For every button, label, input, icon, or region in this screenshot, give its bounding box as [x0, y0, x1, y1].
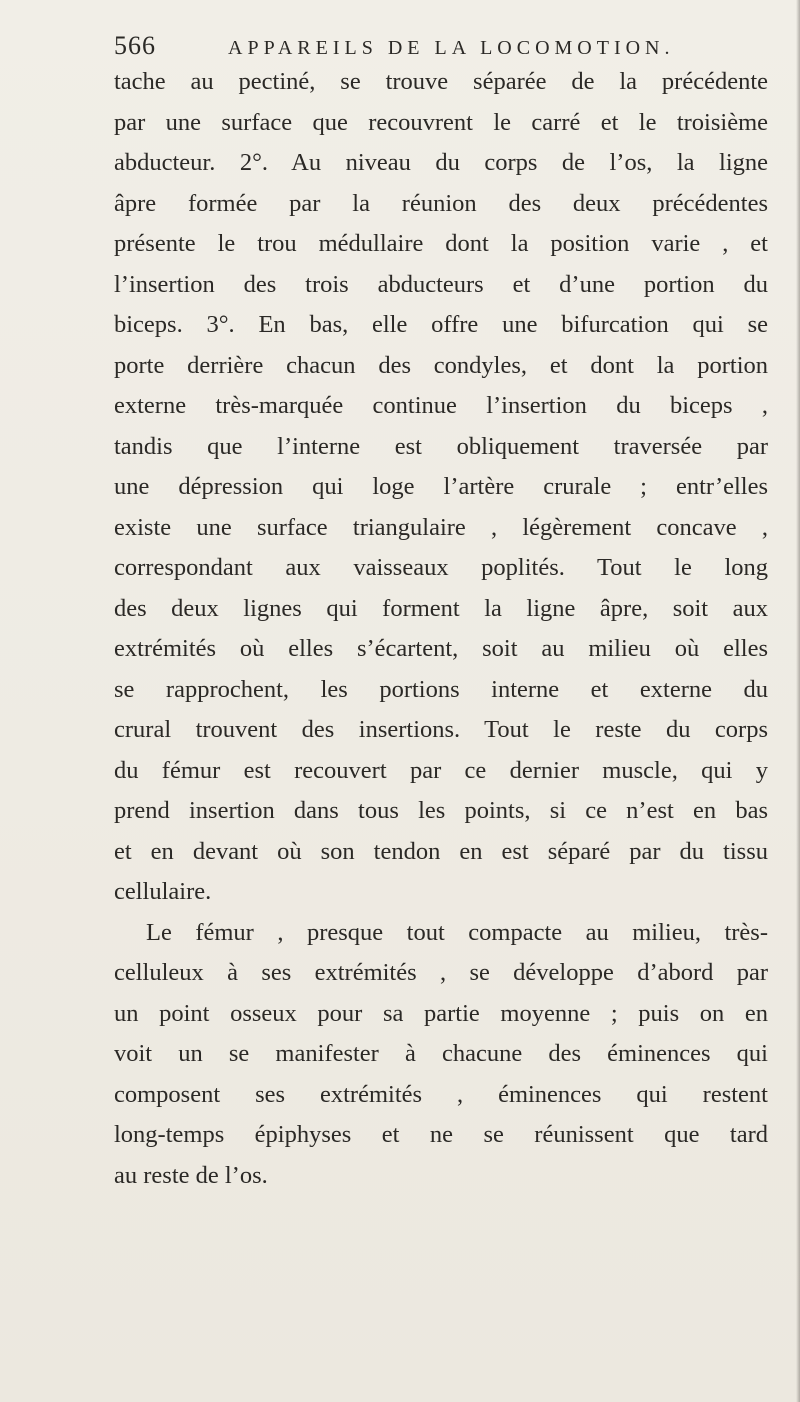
- text-line: cellulaire.: [114, 878, 212, 905]
- text-line: celluleux à ses extrémités , se développe d’abord par: [114, 959, 768, 986]
- paragraph-start-line: Le fémur , presque tout compacte au milieu, très-: [146, 918, 768, 946]
- text-line: et en devant où son tendon en est séparé par du tissu: [114, 837, 768, 865]
- text-line: se rapprochent, les portions interne et externe du: [114, 675, 768, 703]
- body-text: [114, 62, 768, 1196]
- running-head: [114, 26, 774, 66]
- text-line: une dépression qui loge l’artère crurale ; entr’elles: [114, 473, 768, 500]
- text-line: correspondant aux vaisseaux poplités. Tout le long: [114, 554, 768, 581]
- text-line: des deux lignes qui forment la ligne âpre, soit aux: [114, 594, 768, 622]
- text-line: composent ses extrémités , éminences qui restent: [114, 1080, 768, 1108]
- text-line: voit un se manifester à chacune des éminences qui: [114, 1040, 768, 1067]
- page-edge-shadow: [796, 0, 800, 1402]
- text-line: extrémités où elles s’écartent, soit au milieu où elles: [114, 635, 768, 662]
- text-line: externe très-marquée continue l’insertion du biceps ,: [114, 392, 768, 419]
- text-line: présente le trou médullaire dont la position varie , et: [114, 230, 768, 257]
- text-line: par une surface que recouvrent le carré et le troisième: [114, 108, 768, 136]
- text-line: existe une surface triangulaire , légèrement concave ,: [114, 513, 768, 541]
- text-line: crural trouvent des insertions. Tout le reste du corps: [114, 716, 768, 743]
- text-line: tandis que l’interne est obliquement traversée par: [114, 432, 768, 460]
- text-line: long-temps épiphyses et ne se réunissent que tard: [114, 1121, 768, 1148]
- page-number: 566: [114, 31, 156, 60]
- running-head-title: APPAREILS DE LA LOCOMOTION.: [228, 37, 675, 59]
- text-line: au reste de l’os.: [114, 1161, 268, 1189]
- text-line: porte derrière chacun des condyles, et dont la portion: [114, 351, 768, 379]
- text-line: tache au pectiné, se trouve séparée de la précédente: [114, 68, 768, 95]
- text-line: du fémur est recouvert par ce dernier muscle, qui y: [114, 756, 768, 784]
- text-line: un point osseux pour sa partie moyenne ; puis on en: [114, 999, 768, 1027]
- text-line: prend insertion dans tous les points, si ce n’est en bas: [114, 797, 768, 824]
- text-line: l’insertion des trois abducteurs et d’une portion du: [114, 270, 768, 298]
- text-line: âpre formée par la réunion des deux précédentes: [114, 189, 768, 217]
- text-line: abducteur. 2°. Au niveau du corps de l’os, la ligne: [114, 149, 768, 176]
- text-line: biceps. 3°. En bas, elle offre une bifurcation qui se: [114, 311, 768, 338]
